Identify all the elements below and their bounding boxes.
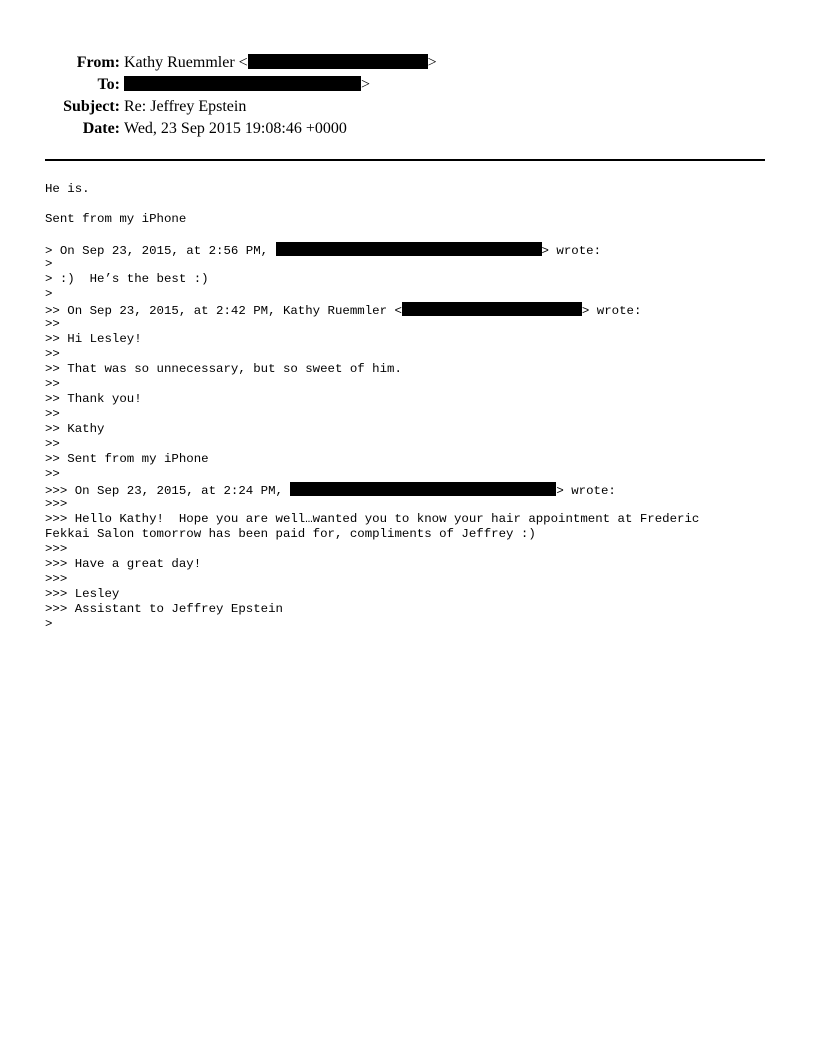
body-line: Sent from my iPhone — [45, 212, 187, 226]
body-line: > — [45, 257, 53, 271]
redaction-bar — [248, 54, 428, 69]
body-line: >>> — [45, 497, 68, 511]
body-line: >>> Have a great day! — [45, 557, 202, 571]
redaction-bar — [276, 242, 542, 256]
redaction-bar — [290, 482, 556, 496]
email-body — [45, 182, 775, 632]
redaction-bar — [402, 302, 582, 316]
body-line: >>> — [45, 542, 68, 556]
body-line: > :) He’s the best :) — [45, 272, 209, 286]
to-label: To: — [97, 76, 120, 93]
body-line: >> — [45, 407, 60, 421]
body-line: >> — [45, 467, 60, 481]
date-label: Date: — [82, 120, 120, 137]
quote-header-suffix: > wrote: — [581, 304, 642, 318]
header-divider — [45, 159, 765, 161]
body-line: > — [45, 617, 53, 631]
body-line: >> That was so unnecessary, but so sweet of him. — [45, 362, 402, 376]
from-value — [124, 52, 437, 74]
quote-header-line — [45, 242, 775, 257]
from-close: > — [427, 54, 437, 71]
to-value — [124, 74, 370, 96]
quote-header-line — [45, 482, 775, 497]
date-row — [0, 118, 347, 140]
body-line: Fekkai Salon tomorrow has been paid for, compliments of Jeffrey :) — [45, 527, 536, 541]
quote-header-prefix: >> On Sep 23, 2015, at 2:42 PM, Kathy Ruemmler < — [45, 304, 402, 318]
quote-header-prefix: > On Sep 23, 2015, at 2:56 PM, — [45, 244, 276, 258]
quote-header-suffix: > wrote: — [541, 244, 602, 258]
body-line: He is. — [45, 182, 90, 196]
body-line: >>> — [45, 572, 68, 586]
from-name: Kathy Ruemmler < — [124, 54, 248, 71]
body-line: >>> Assistant to Jeffrey Epstein — [45, 602, 283, 616]
subject-value: Re: Jeffrey Epstein — [124, 98, 247, 115]
body-line: >> Hi Lesley! — [45, 332, 142, 346]
redaction-bar — [124, 76, 361, 91]
quote-header-line — [45, 302, 775, 317]
blank-line — [45, 197, 775, 212]
body-line: >> — [45, 317, 60, 331]
body-line: >> — [45, 347, 60, 361]
subject-label: Subject: — [63, 98, 120, 115]
from-label: From: — [76, 54, 120, 71]
to-row — [0, 74, 371, 96]
body-line: >> — [45, 437, 60, 451]
to-close: > — [361, 76, 371, 93]
body-line: >>> Hello Kathy! Hope you are well…wanted you to know your hair appointment at Frederic — [45, 512, 700, 526]
body-line: >> Sent from my iPhone — [45, 452, 209, 466]
body-line: >> Kathy — [45, 422, 105, 436]
date-value: Wed, 23 Sep 2015 19:08:46 +0000 — [124, 120, 347, 137]
quote-header-prefix: >>> On Sep 23, 2015, at 2:24 PM, — [45, 484, 291, 498]
from-row — [0, 52, 437, 74]
body-line: > — [45, 287, 53, 301]
body-line: >> Thank you! — [45, 392, 142, 406]
quote-header-suffix: > wrote: — [556, 484, 616, 498]
body-line: >>> Lesley — [45, 587, 120, 601]
body-line: >> — [45, 377, 60, 391]
subject-row — [0, 96, 247, 118]
blank-line — [45, 227, 775, 242]
